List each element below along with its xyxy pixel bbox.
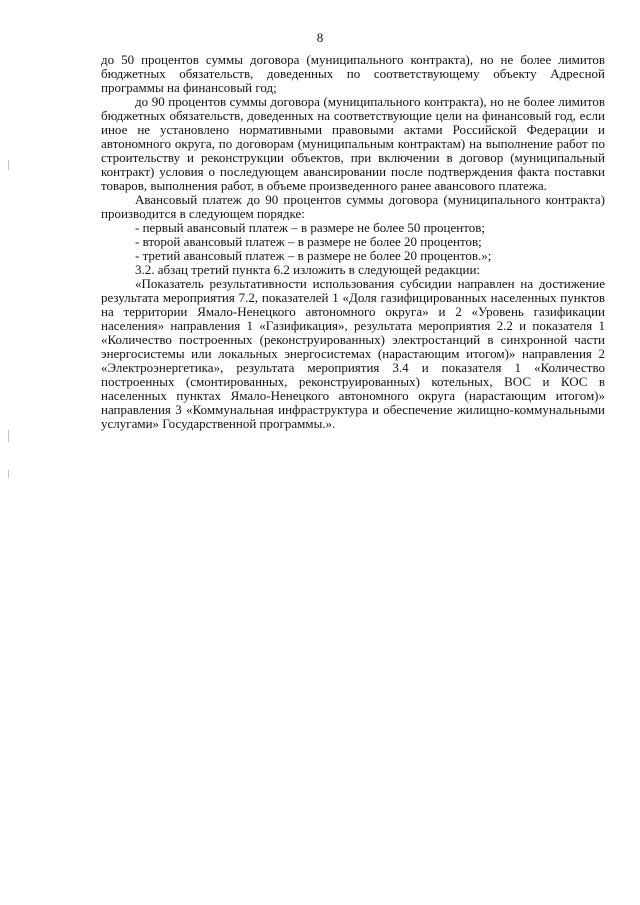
list-item-first-payment: - первый авансовый платеж – в размере не более 50 процентов; — [135, 220, 485, 235]
paragraph-performance-indicator: «Показатель результативности использования субсидии направлен на достижение результата мероприятия 7.2, показателей 1 «Доля газифицированных населенных пунктов на территории Ямало-Ненецкого автономного округа» и 2 «Уровень газификации населения» направления 1 «Газификация», результата мероприятия 2.2 и показателя 1 «Количество построенных (реконструированных) электростанций в синхронной части энергосистемы или локальных энергосистемах (нарастающим итогом)» направления 2 «Электроэнергетика», результата мероприятия 3.4 и показателя 1 «Количество построенных (смонтированных, реконструированных) котельных, ВОС и КОС в населенных пунктах Ямало-Ненецкого автономного округа (нарастающим итогом)» направления 3 «Коммунальная инфраструктура и обеспечение жилищно-коммунальными услугами» Государственной программы.». — [101, 276, 605, 431]
scan-margin-mark — [8, 160, 9, 170]
paragraph-advance-50-continued: до 50 процентов суммы договора (муниципального контракта), но не более лимитов бюджетных обязательств, доведенных по соответствующему объекту Адресной программы на финансовый год; — [101, 52, 605, 95]
page-number: 8 — [316, 30, 324, 45]
list-item-second-payment: - второй авансовый платеж – в размере не более 20 процентов; — [135, 234, 482, 249]
paragraph-advance-order: Авансовый платеж до 90 процентов суммы договора (муниципального контракта) производится в следующем порядке: — [101, 192, 605, 221]
paragraph-amendment-3-2: 3.2. абзац третий пункта 6.2 изложить в следующей редакции: — [135, 262, 481, 277]
paragraph-advance-90: до 90 процентов суммы договора (муниципального контракта), но не более лимитов бюджетных обязательств, доведенных на соответствующие цели на финансовый год, если иное не установлено нормативными правовыми актами Российской Федерации и автономного округа, по договорам (муниципальным контрактам) на выполнение работ по строительству и реконструкции объектов, при включении в договор (муниципальный контракт) условия о последующем авансировании после подтверждения факта поставки товаров, выполнения работ, в объеме произведенного ранее авансового платежа. — [101, 94, 605, 193]
scan-margin-mark — [8, 470, 9, 478]
list-item-third-payment: - третий авансовый платеж – в размере не более 20 процентов.»; — [135, 248, 492, 263]
scan-margin-mark — [8, 430, 9, 442]
document-body — [101, 53, 605, 431]
